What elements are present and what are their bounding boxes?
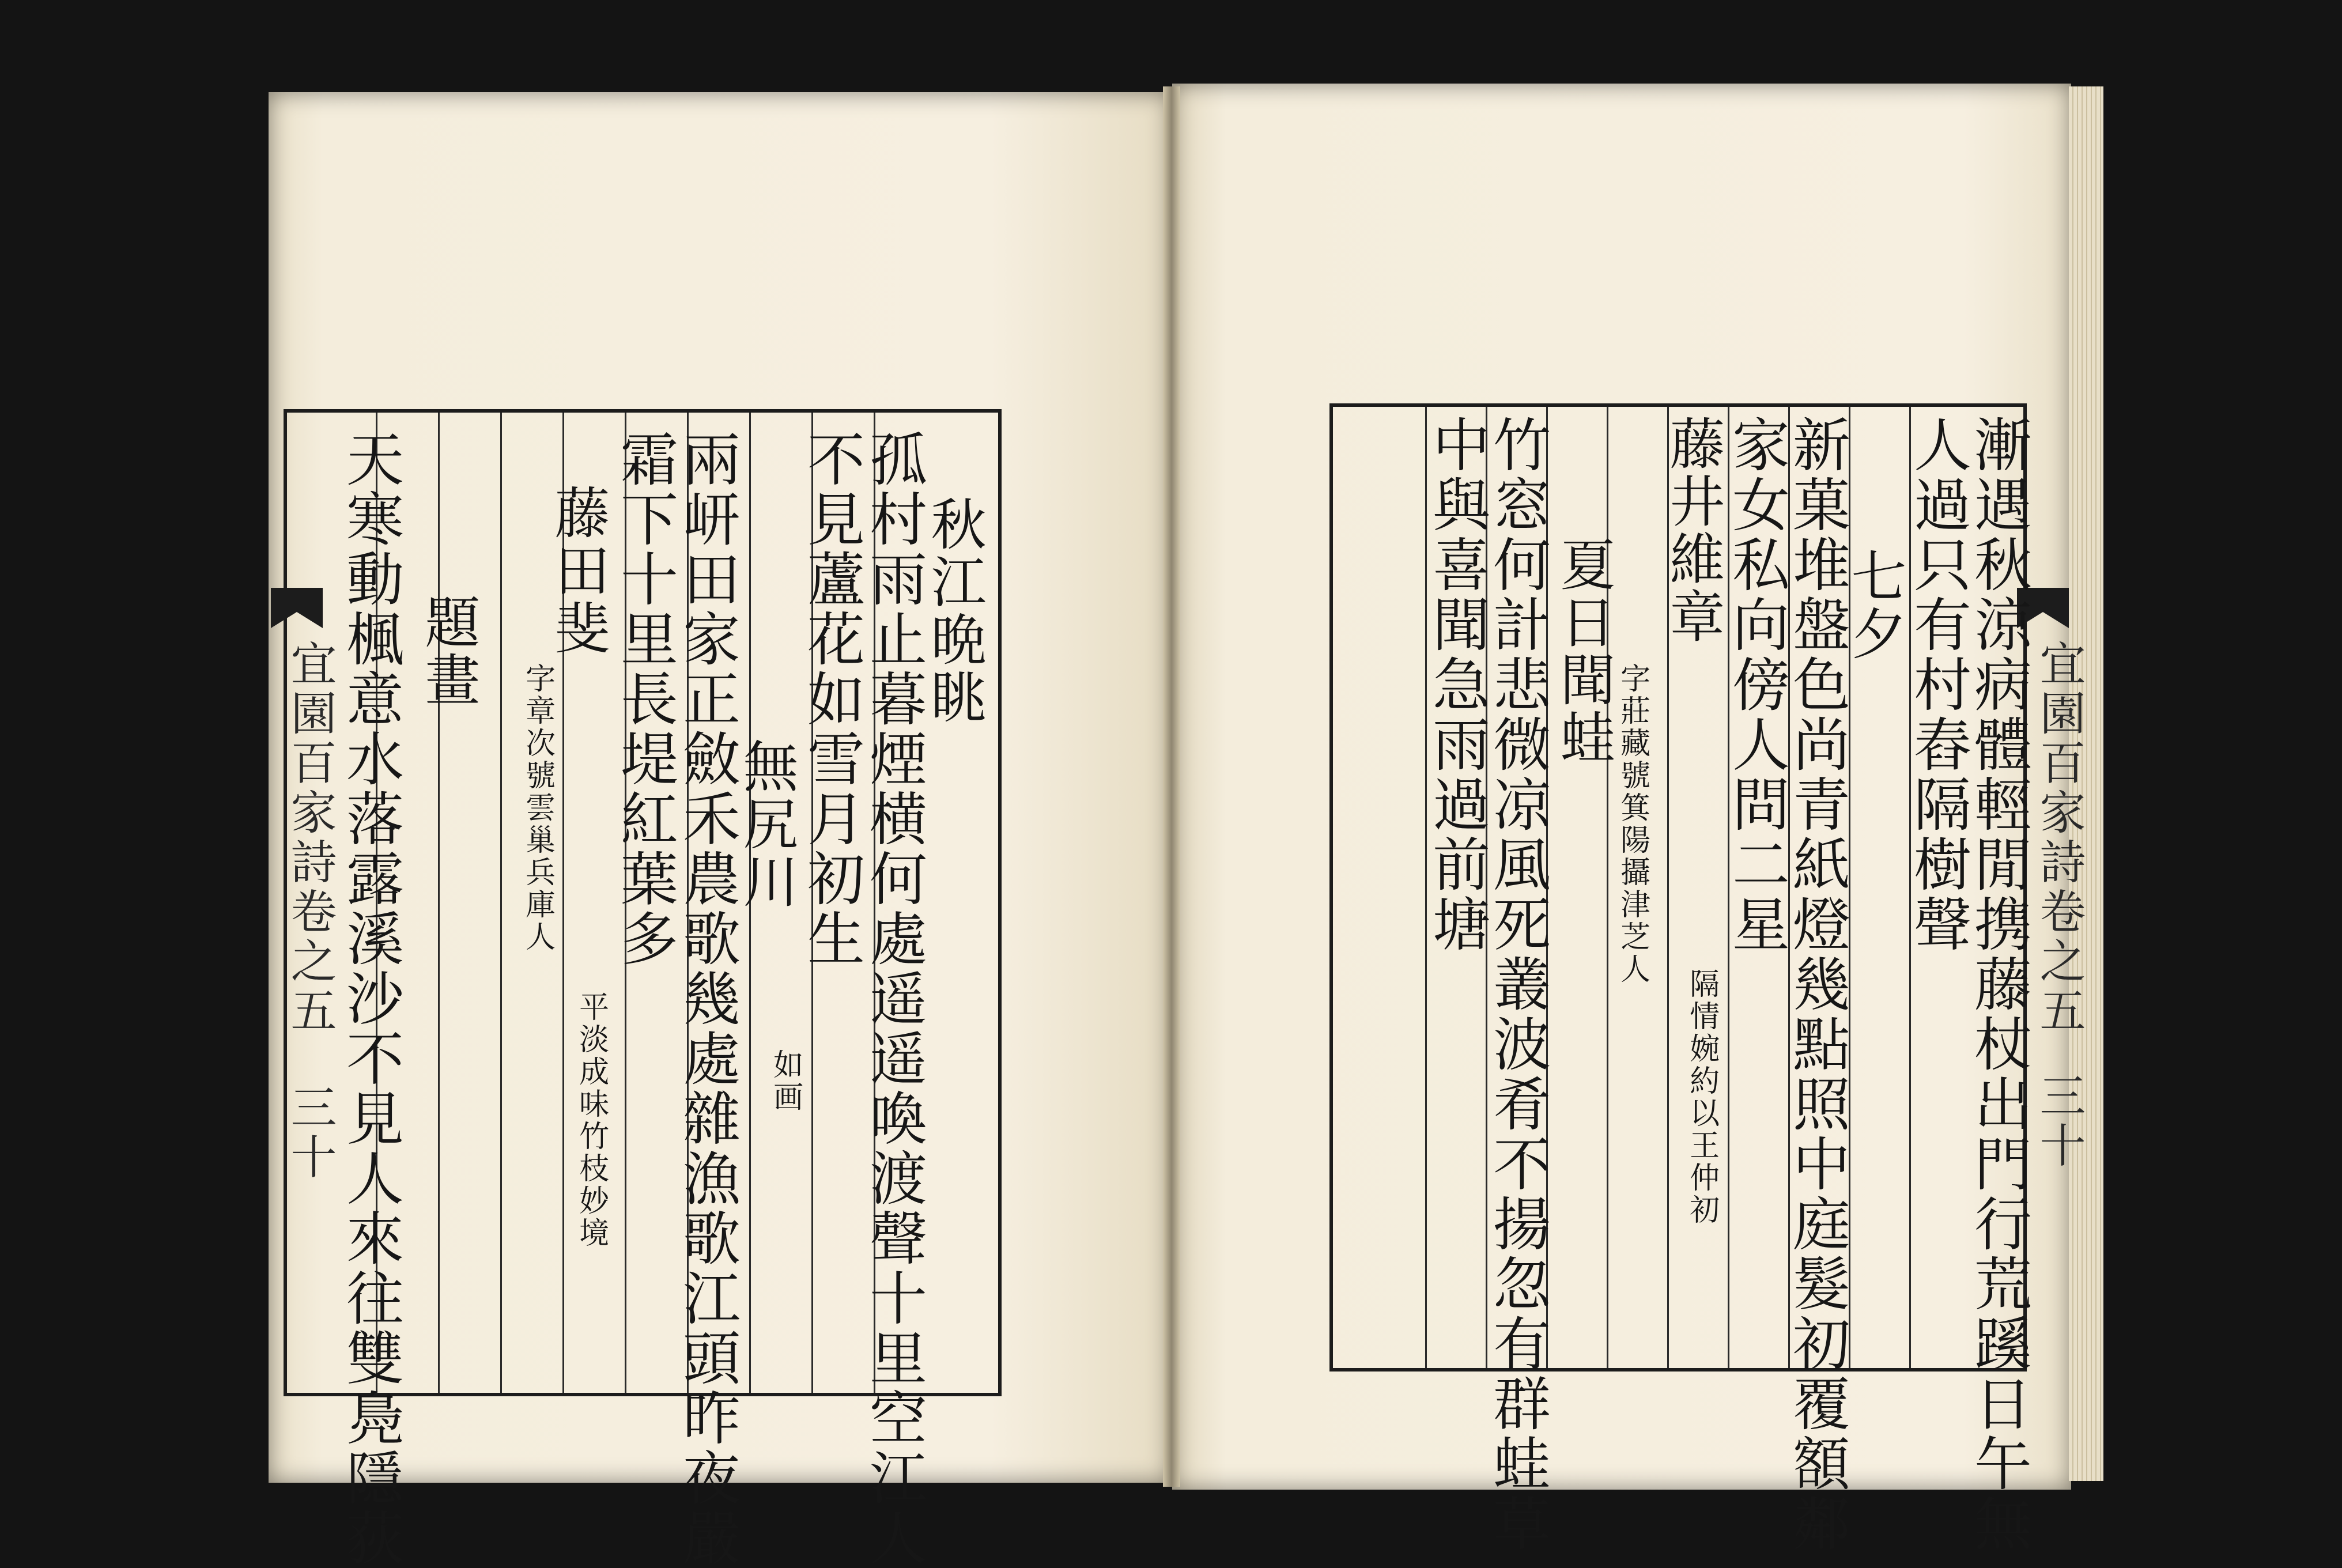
verse-line: 兩岍田家正斂禾農歌幾處雜漁歌江頭昨夜嚴	[673, 429, 741, 1568]
verse-line: 竹窓何計悲微凉風死叢波肴不揚忽有群蛙草	[1483, 415, 1551, 1554]
verse-line: 人過只有村舂隔樹聲	[1904, 415, 1971, 954]
folio-number-left: 三十	[283, 1083, 337, 1182]
author-note: 字章次號雲巢兵庫人	[520, 663, 555, 953]
fold-label-right: 宜園百家詩卷之五	[2032, 640, 2086, 1036]
verse-line: 家女私向傍人問二星	[1722, 415, 1790, 954]
poem-title: 題畫	[416, 594, 481, 709]
verse-line: 中與喜聞急雨過前塘	[1423, 415, 1490, 954]
poem-title: 無尻川	[734, 738, 799, 910]
verse-line: 漸遇秋涼病體輕閒携藤杖出門行荒蹊日午無	[1965, 415, 2032, 1554]
verse-line: 霜下十里長堤紅葉多	[611, 429, 678, 969]
author-note: 字莊藏號箕陽攝津芝人	[1615, 663, 1650, 985]
fold-label-left: 宜園百家詩卷之五	[283, 640, 337, 1036]
verse-line: 孤村雨止暮煙横何處遥遥喚渡聲十里空江人	[860, 429, 927, 1568]
commentary-note: 隔情婉約以王仲初	[1684, 968, 1719, 1226]
verse-line: 新菓堆盤色尚青紙燈幾點照中庭髮初覆額鄰	[1783, 415, 1850, 1554]
commentary-note: 如画	[768, 1049, 803, 1113]
poem-title: 秋江晩眺	[922, 496, 987, 726]
commentary-note: 平淡成味竹枝妙境	[573, 991, 609, 1249]
verse-line: 天寒動楓意水落露溪沙不見人來往雙鳧隱荻	[337, 429, 404, 1568]
author-name: 藤田斐	[546, 484, 610, 657]
author-name: 藤井維章	[1661, 415, 1725, 645]
folio-number-right: 三十	[2032, 1072, 2086, 1171]
poem-title: 七夕	[1842, 547, 1907, 663]
book-gutter	[1163, 86, 1180, 1487]
verse-line: 不見蘆花如雪月初生	[798, 429, 865, 969]
poem-title: 夏日聞蛙	[1551, 536, 1616, 766]
